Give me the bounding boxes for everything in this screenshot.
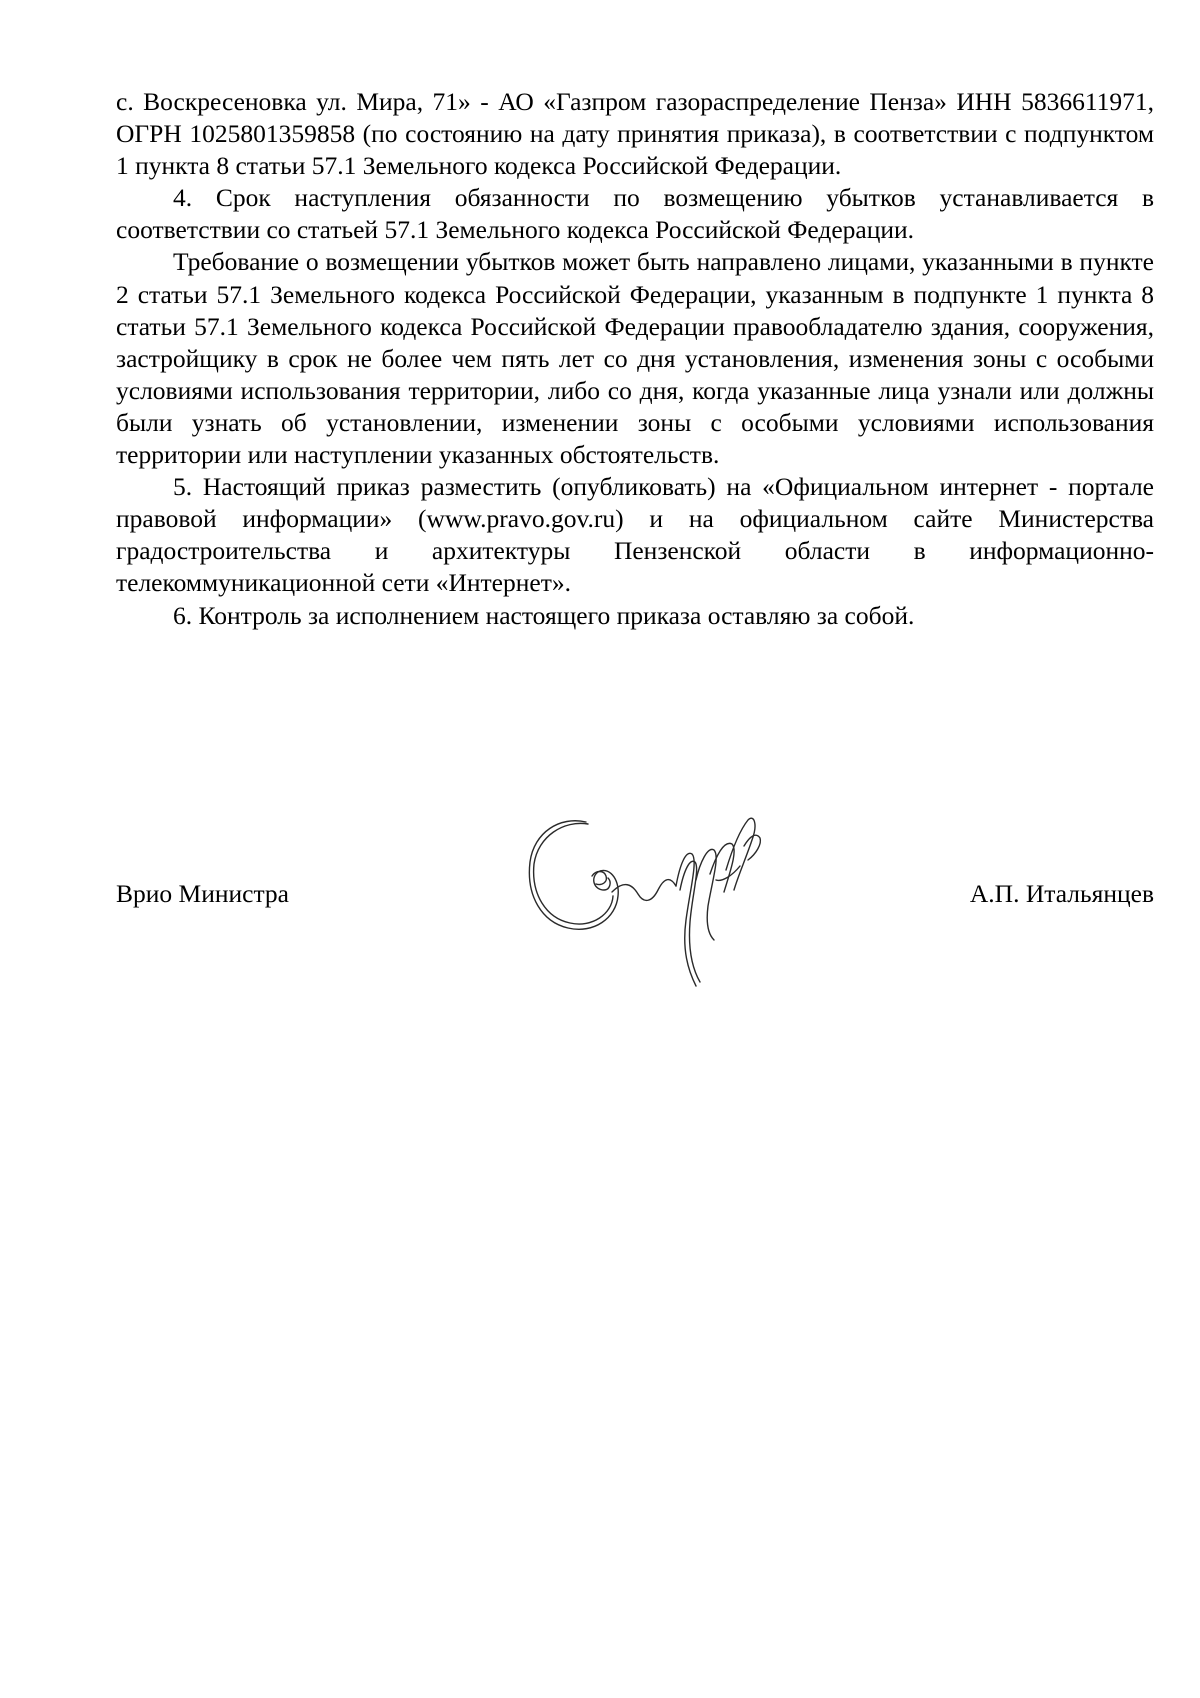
document-body: [116, 86, 1154, 632]
paragraph-claim-requirement: Требование о возмещении убытков может быть направлено лицами, указанными в пункте 2 статьи 57.1 Земельного кодекса Российской Федерации, указанным в подпункте 1 пункта 8 статьи 57.1 Земельного кодекса Российской Федерации правообладателю здания, сооружения, застройщику в срок не более чем пять лет со дня установления, изменения зоны с особыми условиями использования территории, либо со дня, когда указанные лица узнали или должны были узнать об установлении, изменении зоны с особыми условиями использования территории или наступлении указанных обстоятельств.: [116, 247, 1154, 470]
signatory-name: А.П. Итальянцев: [969, 879, 1154, 908]
signatory-position: Врио Министра: [116, 879, 289, 908]
paragraph-item-6: 6. Контроль за исполнением настоящего приказа оставляю за собой.: [173, 600, 915, 630]
paragraph-continuation: с. Воскресеновка ул. Мира, 71» - АО «Газпром газораспределение Пенза» ИНН 5836611971, ОГРН 1025801359858 (по состоянию на дату принятия приказа), в соответствии с подпунктом 1 пункта 8 статьи 57.1 Земельного кодекса Российской Федерации.: [116, 87, 1154, 181]
paragraph-item-5: 5. Настоящий приказ разместить (опубликовать) на «Официальном интернет - портале правовой информации» (www.pravo.gov.ru) и на официальном сайте Министерства градостроительства и архитектуры Пензенской области в информационно-телекоммуникационной сети «Интернет».: [116, 472, 1154, 598]
paragraph-item-4: 4. Срок наступления обязанности по возмещению убытков устанавливается в соответствии со статьей 57.1 Земельного кодекса Российской Федерации.: [116, 183, 1154, 245]
handwritten-signature: [520, 810, 780, 996]
